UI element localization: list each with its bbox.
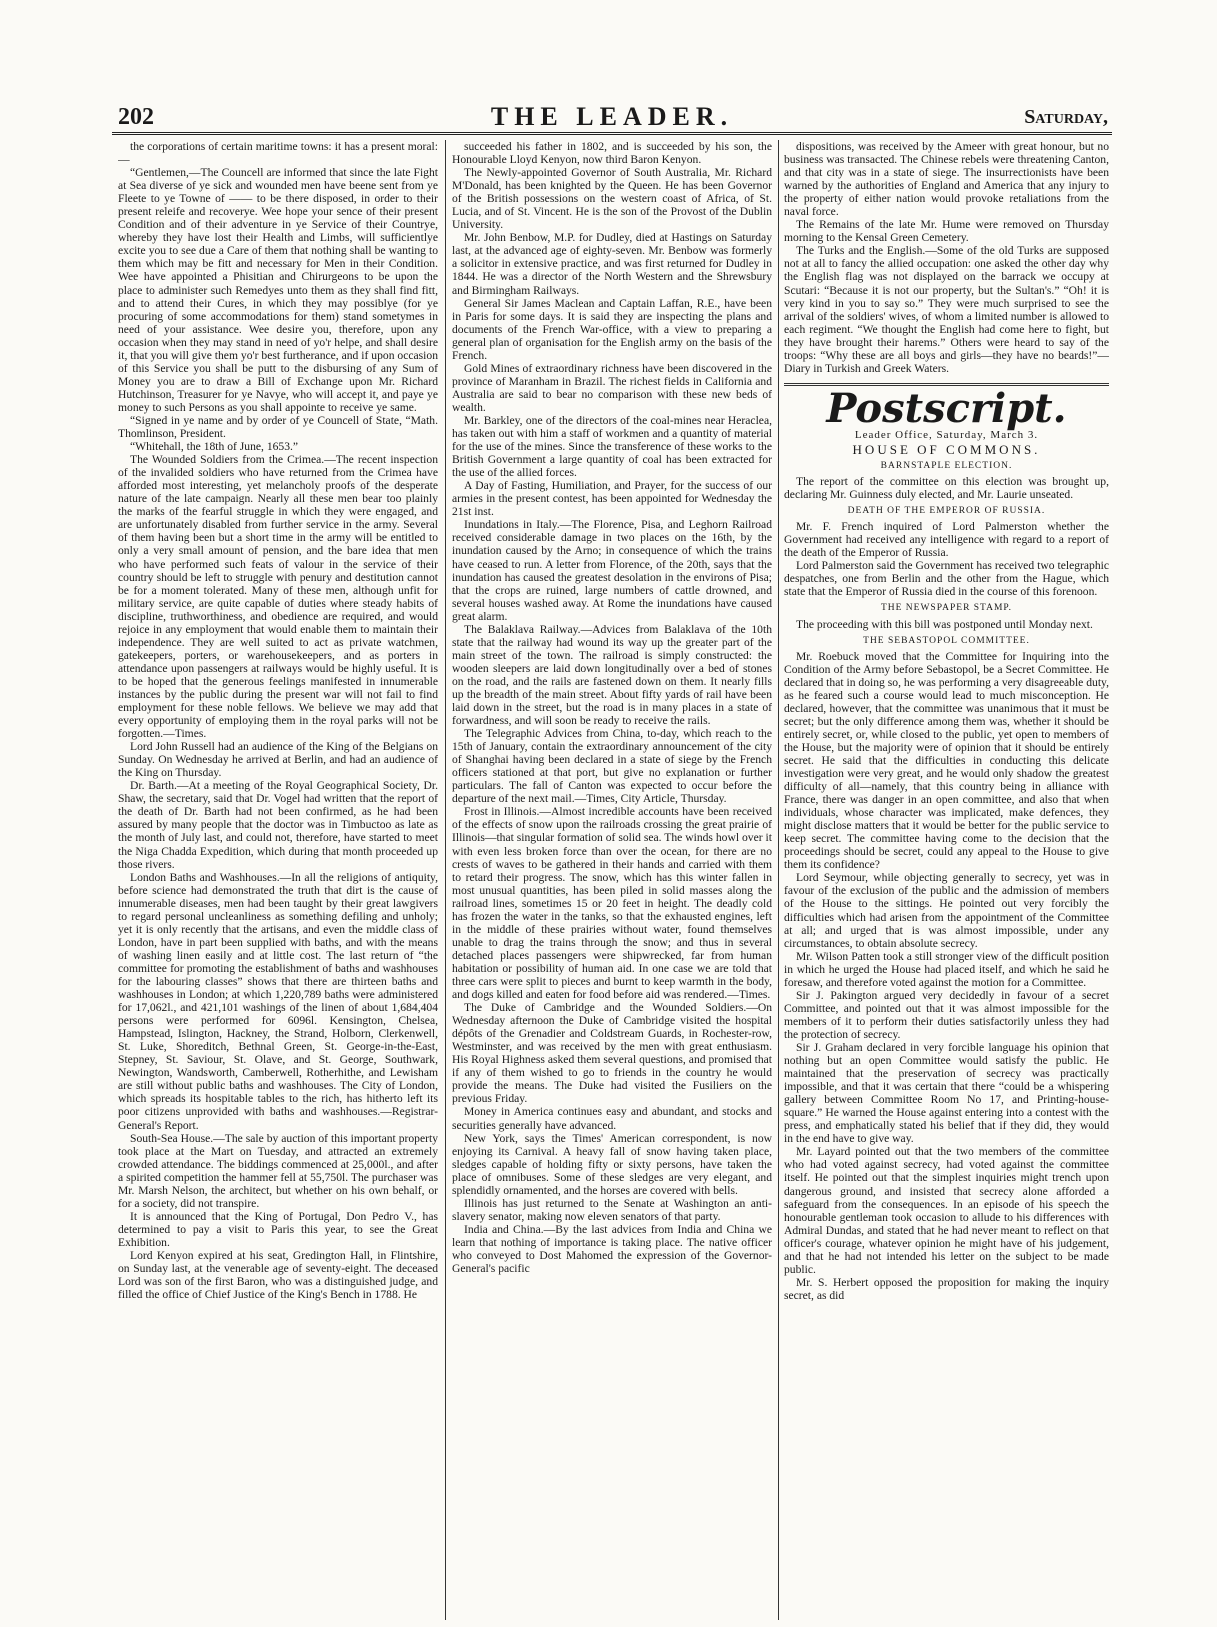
- article-paragraph: Mr. S. Herbert opposed the proposition for making the inquiry secret, as did: [784, 1275, 1109, 1302]
- article-paragraph: Lord Palmerston said the Government has received two telegraphic despatches, one from Berlin and the other from the Hague, which state that the Emperor of Russia died in the course of this forenoon.: [784, 559, 1109, 599]
- issue-day: Saturday,: [1024, 106, 1108, 128]
- article-paragraph: The proceeding with this bill was postponed until Monday next.: [796, 617, 1093, 631]
- article-paragraph: Mr. Layard pointed out that the two members of the committee who had voted against secrecy, had voted against the committee itself. He pointed out that the simplest inquiries might trench upon dangerous ground, and insisted that secrecy alone afforded a safeguard from the consequences. In an episode of his speech the honourable gentleman took occasion to allude to his differences with Admiral Dundas, and stated that he had never meant to reflect on that officer's courage, whatever opinion he might have of his judgement, and that he had not intended his letter on the subject to be made public.: [784, 1145, 1109, 1276]
- postscript-dateline: Leader Office, Saturday, March 3.: [854, 428, 1039, 441]
- postscript-heading: Postscript.: [826, 384, 1067, 432]
- article-paragraph: “Gentlemen,—The Councell are informed that since the late Fight at Sea diverse of ye sick and wounded men have beene sent from ye Fleete to ye Towne of —— to be there disposed, in order to their present releife and recoverye. Wee hope your sence of their present Condition and of their adventure in ye Service of their Countrye, whereby they have lost their Health and Limbs, will sufficientlye excite you to see due a Care of them that nothing shall be wanting to them which may be fitt and necessary for Men in their Condition. Wee have appointed a Phisitian and Chirurgeons to be upon the place to administer such Remedyes unto them as they shall find fitt, and to attend their Cures, in which they may possiblye (for ye procuring of some accommodations for them) stand sometymes in need of your assistance. Wee desire you, therefore, upon any occasion when they may stand in need of yo'r helpe, and shall desire it, that you will give them yo'r best furtherance, and if upon occasion of this Service you shall be putt to the disbursing of any Sum of Money you are to draw a Bill of Exchange upon Mr. Richard Hutchinson, Treasurer for ye Navye, who will accept it, and paye ye money to such Persons as you shall appointe to receive ye same.: [118, 166, 438, 414]
- article-paragraph: Gold Mines of extraordinary richness have been discovered in the province of Maranham in Brazil. The richest fields in California and Australia are said to bear no comparison with these new beds of wealth.: [452, 361, 772, 414]
- article-paragraph: The Wounded Soldiers from the Crimea.—The recent inspection of the invalided soldiers who have returned from the Crimea have afforded most interesting, yet melancholy proofs of the desperate nature of the late campaign. Nearly all these men bear too plainly the marks of the fearful struggle in which they were engaged, and are unfortunately disabled from further service in the army. Several of them having been but a short time in the army will be entitled to only a very small amount of pension, and the bare idea that men who have performed such feats of valour in the service of their country should be left to struggle with penury and destitution cannot be for a moment tolerated. Many of these men, although unfit for military service, are quite capable of duties where steady habits of discipline, truthworthiness, and obedience are required, and would rejoice in any employment that would enable them to maintain their independence. They are well suited to act as private watchmen, gatekeepers, porters, or warehousekeepers, and as porters in attendance upon passengers at railways would be highly useful. It is to be hoped that the generous feelings manifested in innumerable instances by the public during the present war will not fail to find employment for these noble fellows. We believe we may add that every opportunity of employing them in the royal parks will not be forgotten.—Times.: [118, 453, 438, 741]
- article-paragraph: The Remains of the late Mr. Hume were removed on Thursday morning to the Kensal Green Cemetery.: [784, 218, 1109, 245]
- article-paragraph: It is announced that the King of Portugal, Don Pedro V., has determined to pay a visit to Paris this year, to see the Great Exhibition.: [118, 1209, 438, 1249]
- article-paragraph: Frost in Illinois.—Almost incredible accounts have been received of the effects of snow upon the railroads crossing the great prairie of Illinois—that singular formation of solid sea. The winds howl over it with even less broken force than over the ocean, for there are no crests of waves to be gathered in their hands and carried with them to retard their progress. The snow, which has this winter fallen in most unusual quantities, has been piled in solid masses along the railroad lines, sometimes 15 or 20 feet in height. The deadly cold has frozen the water in the tanks, so that the exhausted engines, left in the middle of these prairies without water, found themselves unable to drag the trains through the snow; and thus in several detached places passengers were shipwrecked, far from human habitation or possibility of human aid. In one case we are told that three cars were split to pieces and burnt to keep warmth in the body, and dogs killed and eaten for food before aid was rendered.—Times.: [452, 805, 772, 1002]
- article-paragraph: Inundations in Italy.—The Florence, Pisa, and Leghorn Railroad received considerable damage in two places on the 16th, by the inundation caused by the Arno; in consequence of which the trains have ceased to run. A letter from Florence, of the 20th, says that the inundation has caused the greatest desolation in the environs of Pisa; that the crops are ruined, large numbers of cattle drowned, and several houses washed away. At Rome the inundations have caused great alarm.: [452, 518, 772, 623]
- section-heading: BARNSTAPLE ELECTION.: [880, 460, 1013, 471]
- article-paragraph: Lord Seymour, while objecting generally to secrecy, yet was in favour of the exclusion of the public and the admission of members of the House to the sittings. He pointed out very forcibly the difficulties which had arisen from the appointment of the Committee at all; and urged that is was almost impossible, under any circumstances, to obtain absolute secrecy.: [784, 871, 1109, 950]
- article-paragraph: Sir J. Pakington argued very decidedly in favour of a secret Committee, and pointed out that it was almost impossible for the members of it to perform their duties satisfactorily unless they had the protection of secrecy.: [784, 988, 1109, 1041]
- article-paragraph: The Duke of Cambridge and the Wounded Soldiers.—On Wednesday afternoon the Duke of Cambridge visited the hospital dépôts of the Grenadier and Coldstream Guards, in Rochester-row, Westminster, and was received by the men with great enthusiasm. His Royal Highness asked them several questions, and promised that if any of them wished to go to friends in the country he would provide the means. The Duke had visited the Fusiliers on the previous Friday.: [452, 1001, 772, 1106]
- column-rule: [445, 140, 446, 1620]
- article-paragraph: The report of the committee on this election was brought up, declaring Mr. Guinness duly elected, and Mr. Laurie unseated.: [784, 475, 1109, 502]
- section-heading: THE SEBASTOPOL COMMITTEE.: [863, 635, 1030, 646]
- article-paragraph: The Turks and the English.—Some of the old Turks are supposed not at all to fancy the allied occupation: one asked the other day why the English flag was not displayed on the barrack we occupy at Scutari: “Because it is not our property, but the Sultan's.” “Oh! it is very kind in you to say so.” They were much surprised to see the arrival of the soldiers' wives, of whom a limited number is allowed to each regiment. “We thought the English had come here to fight, but they have brought their harems.” Others were heard to say of the troops: “Why these are all boys and girls—they have no beards!”—Diary in Turkish and Greek Waters.: [784, 244, 1109, 375]
- column-3: [784, 140, 1109, 1620]
- article-paragraph: “Whitehall, the 18th of June, 1653.”: [130, 440, 299, 454]
- column-rule: [778, 140, 779, 1620]
- article-paragraph: The Newly-appointed Governor of South Australia, Mr. Richard M'Donald, has been knighted by the Queen. He has been Governor of the British possessions on the western coast of Africa, of St. Lucia, and of St. Vincent. He is the son of the Provost of the Dublin University.: [452, 166, 772, 232]
- article-paragraph: Mr. F. French inquired of Lord Palmerston whether the Government had received any intelligence with regard to a report of the death of the Emperor of Russia.: [784, 520, 1109, 560]
- article-paragraph: General Sir James Maclean and Captain Laffan, R.E., have been in Paris for some days. It is said they are inspecting the plans and documents of the French War-office, with a view to preparing a general plan of organisation for the English army on the basis of the French.: [452, 296, 772, 362]
- article-paragraph: London Baths and Washhouses.—In all the religions of antiquity, before science had demonstrated the truth that dirt is the cause of innumerable diseases, men had been taught by their great lawgivers to regard personal uncleanliness as something defiling and unholy; yet it is only recently that the artisans, and even the middle class of London, have in part been supplied with baths, and with the means of washing linen easily and at little cost. The last return of “the committee for promoting the establishment of baths and washhouses for the labouring classes” shows that there are thirteen baths and washhouses in London; at which 1,220,789 baths were administered for 17,062l., and 421,101 washings of the linen of about 1,684,404 persons were performed for 6096l. Kensington, Chelsea, Hampstead, Islington, Hackney, the Strand, Holborn, Clerkenwell, St. Luke, Shoreditch, Bethnal Green, St. George-in-the-East, Stepney, St. Saviour, St. Olave, and St. George, Southwark, Newington, Wandsworth, Camberwell, Rotherhithe, and Lewisham are still without public baths and washhouses. The City of London, which spreads its hospitable tables to the rich, has hitherto left its poor citizens unprovided with baths and washhouses.—Registrar-General's Report.: [118, 870, 438, 1132]
- section-heading: THE NEWSPAPER STAMP.: [880, 603, 1013, 614]
- article-paragraph: Mr. Roebuck moved that the Committee for Inquiring into the Condition of the Army before Sebastopol, be a Secret Committee. He declared that in doing so, he was performing a very disagreeable duty, as he feared such a course would lead to much misconception. He declared, however, that the committee was unanimous that it must be secret; but the only difference among them was, whether it should be entirely secret, or, while closed to the public, yet open to members of the House, but the majority were of opinion that it should be entirely secret. He said that the difficulties in conducting this delicate investigation were very great, and he would only shadow the greatest difficulty of all—namely, that this country being in alliance with France, there was danger in an open committee, and also that when individuals, whose character was implicated, make defences, they might disclose matters that it would be better for the public service to keep secret. The committee having come to the decision that the proceedings should be secret, could any appeal to the House to give them its confidence?: [784, 649, 1109, 872]
- article-paragraph: A Day of Fasting, Humiliation, and Prayer, for the success of our armies in the present contest, has been appointed for Wednesday the 21st inst.: [452, 479, 772, 519]
- article-paragraph: succeeded his father in 1802, and is succeeded by his son, the Honourable Lloyd Kenyon, now third Baron Kenyon.: [452, 140, 772, 167]
- article-paragraph: Mr. John Benbow, M.P. for Dudley, died at Hastings on Saturday last, at the advanced age of eighty-seven. Mr. Benbow was formerly a solicitor in extensive practice, and was first returned for Dudley in 1844. He was a director of the North Western and the Shrewsbury and Birmingham Railways.: [452, 231, 772, 297]
- article-paragraph: India and China.—By the last advices from India and China we learn that nothing of importance is taking place. The native officer who conveyed to Dost Mahomed the expression of the Governor-General's pacific: [452, 1222, 772, 1276]
- article-paragraph: Sir J. Graham declared in very forcible language his opinion that nothing but an open Committee would satisfy the public. He maintained that the preservation of secrecy was practically impossible, and that it was certain that there “could be a whispering gallery between Committee Room No 17, and Printing-house-square.” He warned the House against entering into a contest with the press, and emphatically stated his belief that if they did, they would in the end have to give way.: [784, 1041, 1109, 1146]
- article-paragraph: Dr. Barth.—At a meeting of the Royal Geographical Society, Dr. Shaw, the secretary, said that Dr. Vogel had written that the report of the death of Dr. Barth had not been confirmed, as he had been assured by many people that the doctor was in Timbuctoo as late as the month of July last, and could not, therefore, have started to meet the Niga Chadda Expedition, which during that month proceeded up those rivers.: [118, 779, 438, 871]
- article-paragraph: Illinois has just returned to the Senate at Washington an anti-slavery senator, making now eleven senators of that party.: [452, 1196, 772, 1223]
- article-paragraph: dispositions, was received by the Ameer with great honour, but no business was transacted. The Chinese rebels were threatening Canton, and that city was in a state of siege. The insurrectionists have been warned by the authorities of England and America that any injury to the property of either nation would provoke retaliations from the naval force.: [784, 140, 1109, 219]
- column-1: [118, 140, 438, 1620]
- article-paragraph: New York, says the Times' American correspondent, is now enjoying its Carnival. A heavy fall of snow having taken place, sledges capable of holding fifty or sixty persons, have taken the place of omnibuses. Some of these sledges are very elegant, and splendidly ornamented, and the horses are covered with bells.: [452, 1131, 772, 1197]
- column-2: [452, 140, 772, 1620]
- article-paragraph: South-Sea House.—The sale by auction of this important property took place at the Mart on Tuesday, and attracted an extremely crowded attendance. The biddings commenced at 25,000l., and after a spirited competition the hammer fell at 55,750l. The purchaser was Mr. Marsh Nelson, the architect, but whether on his own behalf, or for a society, did not transpire.: [118, 1131, 438, 1210]
- article-paragraph: Mr. Barkley, one of the directors of the coal-mines near Heraclea, has taken out with him a staff of workmen and a quantity of material for the use of the mines. Since the transference of these works to the British Government a large quantity of coal has been extracted for the use of the allied forces.: [452, 413, 772, 480]
- article-paragraph: The Telegraphic Advices from China, to-day, which reach to the 15th of January, contain the extraordinary announcement of the city of Shanghai having been declared in a state of siege by the French officers stationed at that port, but give no explanation or further particulars. The fall of Canton was expected to occur before the departure of the next mail.—Times, City Article, Thursday.: [452, 727, 772, 806]
- section-heading: DEATH OF THE EMPEROR OF RUSSIA.: [847, 506, 1046, 517]
- newspaper-title: THE LEADER.: [490, 102, 734, 131]
- article-paragraph: Mr. Wilson Patten took a still stronger view of the difficult position in which he urged the House had placed itself, and which he said he foresaw, and therefore voted against the motion for a Committee.: [784, 949, 1109, 989]
- house-heading: HOUSE OF COMMONS.: [852, 441, 1041, 457]
- article-paragraph: Money in America continues easy and abundant, and stocks and securities generally have advanced.: [452, 1105, 772, 1132]
- masthead: [112, 102, 1112, 135]
- article-paragraph: Lord John Russell had an audience of the King of the Belgians on Sunday. On Wednesday he arrived at Berlin, and had an audience of the King on Thursday.: [118, 740, 438, 780]
- article-paragraph: “Signed in ye name and by order of ye Councell of State, “Math. Thomlinson, President.: [118, 413, 438, 441]
- page-number: 202: [118, 104, 154, 130]
- article-paragraph: The Balaklava Railway.—Advices from Balaklava of the 10th state that the railway had wound its way up the greater part of the main street of the town. The railroad is simply constructed: the wooden sleepers are laid down longitudinally over a bed of stones on the road, and the rails are fastened down on them. It nearly fills up the breadth of the main street. About fifty yards of rail have been laid down in the street, but the road is in many places in a state of forwardness, and will soon be ready to receive the rails.: [452, 622, 772, 728]
- article-paragraph: Lord Kenyon expired at his seat, Gredington Hall, in Flintshire, on Sunday last, at the venerable age of seventy-eight. The deceased Lord was son of the first Baron, who was a distinguished judge, and filled the office of Chief Justice of the King's Bench in 1788. He: [118, 1248, 438, 1302]
- article-paragraph: the corporations of certain maritime towns: it has a present moral:—: [118, 140, 438, 167]
